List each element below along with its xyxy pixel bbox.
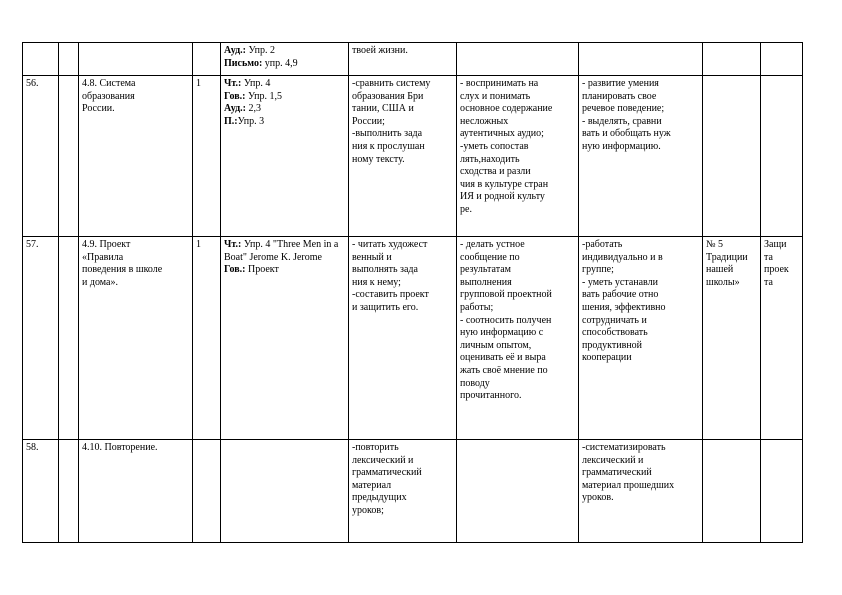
personal-line: индивидуально и в xyxy=(582,251,663,263)
cell-activity xyxy=(221,76,349,237)
project-line: нашей xyxy=(706,264,734,276)
personal-line: -работать xyxy=(582,239,623,250)
table-row xyxy=(23,43,803,76)
cell-personal xyxy=(579,237,703,440)
cell-project xyxy=(703,76,761,237)
topic-line: 4.9. Проект xyxy=(82,239,131,250)
personal-line: сотрудничать и xyxy=(582,314,647,326)
metasubject-line: слух и понимать xyxy=(460,90,531,102)
cell-personal xyxy=(579,440,703,543)
control-line: проек xyxy=(764,264,789,276)
cell-subject xyxy=(349,43,457,76)
personal-line: речевое поведение; xyxy=(582,103,665,115)
cell-hours: 1 xyxy=(193,76,221,237)
lesson-plan-table xyxy=(22,42,803,543)
personal-line: - уметь устанавли xyxy=(582,276,658,288)
activity-label: Ауд.: xyxy=(224,103,246,115)
cell-hours: 1 xyxy=(193,237,221,440)
cell-blank xyxy=(59,43,79,76)
cell-num: 58. xyxy=(23,440,59,543)
activity-text: Упр. 4 xyxy=(241,78,271,89)
topic-line: России. xyxy=(82,103,115,115)
metasubject-line: чия в культуре стран xyxy=(460,178,549,190)
cell-metasubject xyxy=(457,440,579,543)
activity-label: Чт.: xyxy=(224,239,242,250)
metasubject-line: ре. xyxy=(460,203,472,215)
cell-subject xyxy=(349,76,457,237)
activity-text: Упр. 1,5 xyxy=(245,90,283,102)
metasubject-line: аутентичных аудио; xyxy=(460,128,544,140)
activity-text: Упр. 4 "Three Men in a Boat" Jerome K. Jerome xyxy=(224,239,339,263)
cell-metasubject xyxy=(457,76,579,237)
subject-line: ния к нему; xyxy=(352,276,401,288)
metasubject-line: прочитанного. xyxy=(460,390,522,402)
cell-topic xyxy=(79,76,193,237)
activity-text: Упр. 2 xyxy=(245,45,276,56)
personal-line: уроков. xyxy=(582,492,614,504)
activity-line xyxy=(224,116,345,129)
activity-line xyxy=(224,264,345,277)
cell-hours xyxy=(193,440,221,543)
cell-personal xyxy=(579,43,703,76)
cell-project xyxy=(703,43,761,76)
topic-line: образования xyxy=(82,90,135,102)
project-line: Традиции xyxy=(706,251,748,263)
table-body xyxy=(23,43,803,543)
metasubject-line: личным опытом, xyxy=(460,339,532,351)
activity-text: 2,3 xyxy=(245,103,261,115)
cell-control xyxy=(761,237,803,440)
metasubject-line: ИЯ и родной культу xyxy=(460,191,545,203)
metasubject-line: лять,находить xyxy=(460,153,520,165)
cell-hours xyxy=(193,43,221,76)
activity-line xyxy=(224,239,345,264)
subject-line: выполнять зада xyxy=(352,264,418,276)
cell-topic xyxy=(79,237,193,440)
cell-subject xyxy=(349,237,457,440)
cell-topic xyxy=(79,440,193,543)
cell-blank xyxy=(59,440,79,543)
activity-text: упр. 4,9 xyxy=(262,57,298,69)
cell-metasubject xyxy=(457,237,579,440)
metasubject-line: сообщение по xyxy=(460,251,520,263)
metasubject-line: - воспринимать на xyxy=(460,78,539,89)
personal-line: грамматический xyxy=(582,467,652,479)
metasubject-line: жать своё мнение по xyxy=(460,364,548,376)
metasubject-line: групповой проектной xyxy=(460,289,552,301)
cell-blank xyxy=(59,76,79,237)
activity-text: Упр. 3 xyxy=(237,115,265,127)
topic-line: поведения в школе xyxy=(82,264,163,276)
table-row xyxy=(23,440,803,543)
subject-line: ному тексту. xyxy=(352,153,405,165)
topic-line: «Правила xyxy=(82,251,124,263)
cell-num: 56. xyxy=(23,76,59,237)
subject-line: -составить проект xyxy=(352,289,429,301)
metasubject-line: работы; xyxy=(460,301,494,313)
metasubject-line: - соотносить получен xyxy=(460,314,552,326)
metasubject-line: основное содержание xyxy=(460,103,553,115)
subject-line: России; xyxy=(352,115,385,127)
activity-label: Чт.: xyxy=(224,78,242,89)
subject-line: -сравнить систему xyxy=(352,78,431,89)
cell-num xyxy=(23,43,59,76)
activity-label: П.: xyxy=(224,115,238,127)
personal-line: планировать свое xyxy=(582,90,657,102)
topic-line: и дома». xyxy=(82,276,118,288)
personal-line: кооперации xyxy=(582,352,632,364)
subject-line: образования Бри xyxy=(352,90,424,102)
cell-blank xyxy=(59,237,79,440)
subject-line: венный и xyxy=(352,251,392,263)
activity-label: Ауд.: xyxy=(224,45,246,56)
cell-activity xyxy=(221,237,349,440)
activity-text: Проект xyxy=(245,264,279,276)
personal-line: - развитие умения xyxy=(582,78,659,89)
cell-activity xyxy=(221,43,349,76)
subject-line: твоей жизни. xyxy=(352,45,408,56)
topic-line: 4.8. Система xyxy=(82,78,136,89)
activity-label: Гов.: xyxy=(224,90,246,102)
activity-line xyxy=(224,78,345,91)
subject-line: уроков; xyxy=(352,504,384,516)
metasubject-line: результатам xyxy=(460,264,511,276)
cell-topic xyxy=(79,43,193,76)
metasubject-line: несложных xyxy=(460,115,509,127)
personal-line: лексический и xyxy=(582,454,644,466)
activity-label: Гов.: xyxy=(224,264,246,276)
cell-project xyxy=(703,440,761,543)
personal-line: шения, эффективно xyxy=(582,301,666,313)
subject-line: грамматический xyxy=(352,467,422,479)
subject-line: тании, США и xyxy=(352,103,414,115)
cell-control xyxy=(761,76,803,237)
subject-line: материал xyxy=(352,479,392,491)
cell-activity xyxy=(221,440,349,543)
cell-subject xyxy=(349,440,457,543)
subject-line: ния к прослушан xyxy=(352,140,425,152)
activity-label: Письмо: xyxy=(224,57,263,69)
cell-project xyxy=(703,237,761,440)
subject-line: лексический и xyxy=(352,454,414,466)
activity-line xyxy=(224,58,345,71)
subject-line: -повторить xyxy=(352,442,399,453)
subject-line: предыдущих xyxy=(352,492,407,504)
personal-line: материал прошедших xyxy=(582,479,675,491)
personal-line: ную информацию. xyxy=(582,140,661,152)
personal-line: - выделять, сравни xyxy=(582,115,662,127)
personal-line: группе; xyxy=(582,264,614,276)
metasubject-line: - делать устное xyxy=(460,239,525,250)
cell-control xyxy=(761,440,803,543)
cell-num: 57. xyxy=(23,237,59,440)
personal-line: продуктивной xyxy=(582,339,643,351)
personal-line: вать рабочие отно xyxy=(582,289,659,301)
subject-line: и защитить его. xyxy=(352,301,419,313)
personal-line: -систематизировать xyxy=(582,442,666,453)
personal-line: способствовать xyxy=(582,327,648,339)
metasubject-line: сходства и разли xyxy=(460,166,531,178)
subject-line: -выполнить зада xyxy=(352,128,423,140)
cell-personal xyxy=(579,76,703,237)
table-row xyxy=(23,76,803,237)
activity-line xyxy=(224,91,345,104)
project-line: школы» xyxy=(706,276,740,288)
topic-line: 4.10. Повторение. xyxy=(82,442,158,453)
activity-line xyxy=(224,45,345,58)
metasubject-line: -уметь сопостав xyxy=(460,140,529,152)
control-line: Защи xyxy=(764,239,787,250)
project-line: № 5 xyxy=(706,239,724,250)
subject-line: - читать художест xyxy=(352,239,428,250)
personal-line: вать и обобщать нуж xyxy=(582,128,671,140)
table-row xyxy=(23,237,803,440)
metasubject-line: выполнения xyxy=(460,276,512,288)
metasubject-line: поводу xyxy=(460,377,490,389)
cell-control xyxy=(761,43,803,76)
activity-line xyxy=(224,103,345,116)
metasubject-line: ную информацию с xyxy=(460,327,544,339)
control-line: та xyxy=(764,276,773,288)
metasubject-line: оценивать её и выра xyxy=(460,352,546,364)
cell-metasubject xyxy=(457,43,579,76)
control-line: та xyxy=(764,251,773,263)
